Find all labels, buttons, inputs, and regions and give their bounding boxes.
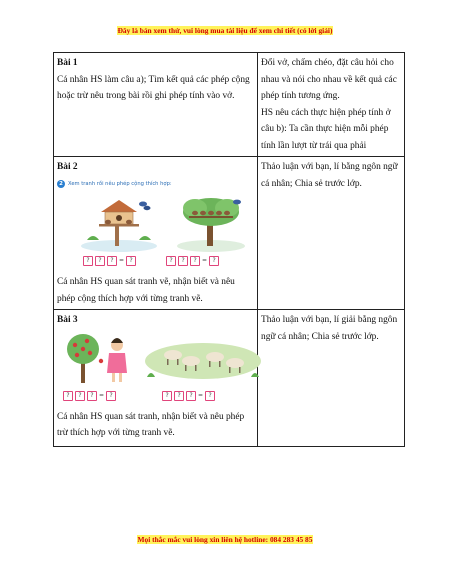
bai-3-title: Bài 3 — [57, 315, 78, 325]
equals-sign: = — [99, 391, 105, 399]
preview-notice-banner — [0, 26, 450, 35]
answer-box[interactable]: ? — [75, 391, 85, 401]
bai-3-left-cell — [54, 310, 258, 447]
answer-expression-2 — [162, 391, 215, 401]
equals-sign: = — [202, 257, 208, 264]
bai-3-left-text: Cá nhân HS quan sát tranh, nhận biết và nêu phép trừ thích hợp với từng tranh vẽ. — [57, 411, 245, 438]
answer-box[interactable]: ? — [166, 256, 176, 266]
preview-notice-text: Đây là bản xem thử, vui lòng mua tài liệu để xem chi tiết (có lời giải) — [117, 26, 333, 35]
bai-1-left-text: Cá nhân HS làm câu a); Tìm kết quả các phép cộng hoặc trừ nêu trong bài rồi ghi phép tính vào vở. — [57, 74, 250, 101]
birdhouse-illustration — [79, 196, 159, 252]
answer-box[interactable]: ? — [174, 391, 184, 401]
answer-box[interactable]: ? — [107, 256, 117, 266]
bai-2-title: Bài 2 — [57, 162, 78, 172]
bai-2-task-instruction — [57, 176, 254, 193]
answer-box[interactable]: ? — [209, 256, 219, 266]
bai-3-illustrations — [57, 331, 254, 385]
answer-box[interactable]: ? — [95, 256, 105, 266]
answer-box[interactable]: ? — [83, 256, 93, 266]
goats-grass-illustration — [143, 337, 263, 381]
bai-2-left-text: Cá nhân HS quan sát tranh vẽ, nhận biết và nêu phép cộng thích hợp với từng tranh vẽ. — [57, 277, 235, 304]
bai-1-right-text-1: Đổi vở, chấm chéo, đặt câu hỏi cho nhau và nói cho nhau về kết quả các phép tính tương ứng. — [261, 58, 397, 101]
answer-expression-1 — [63, 391, 116, 401]
answer-box[interactable]: ? — [186, 391, 196, 401]
hotline-footer-banner — [0, 535, 450, 544]
answer-box[interactable]: ? — [178, 256, 188, 266]
table-row-bai-2 — [54, 157, 405, 310]
bai-1-title: Bài 1 — [57, 58, 78, 68]
bai-2-answer-boxes — [83, 256, 254, 266]
bai-2-illustrations — [57, 196, 254, 254]
hotline-text: Mọi thắc mắc vui lòng xin liên hệ hotline: 084 283 45 85 — [137, 535, 313, 544]
bai-1-right-cell — [258, 53, 405, 157]
bai-2-right-cell — [258, 157, 405, 310]
answer-expression-2 — [166, 256, 219, 266]
bai-1-right-text-2: HS nêu cách thực hiện phép tính ở câu b): Ta cần thực hiện mỗi phép tính lần lượt từ trái qua phải — [261, 107, 391, 151]
bai-1-left-cell — [54, 53, 258, 157]
answer-box[interactable]: ? — [205, 391, 215, 401]
answer-box[interactable]: ? — [63, 391, 73, 401]
table-row-bai-1 — [54, 53, 405, 157]
equals-sign: = — [198, 391, 204, 399]
lesson-table — [53, 52, 405, 447]
tree-birds-illustration — [175, 196, 247, 252]
answer-expression-1 — [83, 256, 136, 266]
bai-3-right-cell — [258, 310, 405, 447]
bai-2-right-text: Thảo luận với bạn, lí bằng ngôn ngữ cá nhân; Chia sẻ trước lớp. — [261, 162, 398, 189]
answer-box[interactable]: ? — [87, 391, 97, 401]
answer-box[interactable]: ? — [126, 256, 136, 266]
bai-2-left-cell — [54, 157, 258, 310]
task-number-badge: 2 — [57, 180, 65, 188]
equals-sign: = — [119, 257, 125, 264]
answer-box[interactable]: ? — [106, 391, 116, 401]
answer-box[interactable]: ? — [162, 391, 172, 401]
bai-3-answer-boxes — [63, 391, 254, 401]
answer-box[interactable]: ? — [190, 256, 200, 266]
table-row-bai-3 — [54, 310, 405, 447]
bai-3-right-text: Thảo luận với bạn, lí giải bằng ngôn ngữ cá nhân; Chia sẻ trước lớp. — [261, 315, 398, 342]
girl-apple-tree-illustration — [63, 331, 145, 385]
task-instruction-text: Xem tranh rồi nêu phép cộng thích hợp: — [68, 180, 172, 187]
